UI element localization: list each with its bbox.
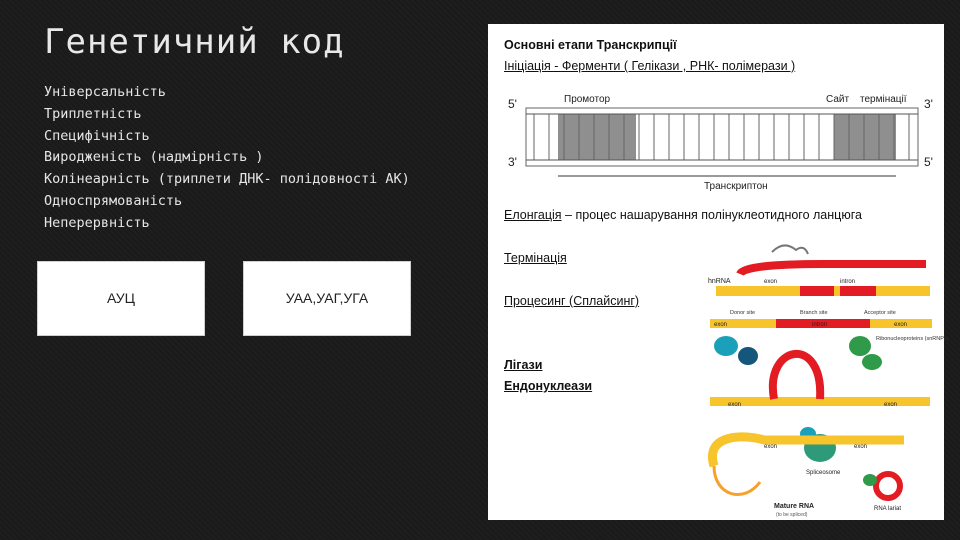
- panel-heading: Основні етапи Транскрипції: [504, 38, 677, 52]
- stop-codons-box: [243, 261, 411, 336]
- initiation-text: Ініціація - Ферменти ( Гелікази , РНК- полімерази ): [504, 59, 796, 73]
- exon-label-4: exon: [884, 402, 898, 408]
- elongation-description: – процес нашарування полінуклеотидного ланцюга: [561, 208, 862, 222]
- exon-label-2: exon: [894, 322, 908, 328]
- rna-lariat-icon: [876, 474, 900, 498]
- exon-label-3: exon: [728, 402, 742, 408]
- dna-double-strand: [526, 108, 918, 166]
- exon-label-5: exon: [764, 444, 778, 450]
- hnrna-label: hnRNA: [708, 278, 731, 285]
- start-codon-text: АУЦ: [107, 290, 135, 306]
- rnp-label: Ribonucleoproteins (snRNPs): [876, 336, 949, 342]
- slide-title: Генетичний код: [44, 22, 345, 62]
- spliceosome-label: Spliceosome: [806, 470, 841, 476]
- property-item: Триплетність: [44, 105, 142, 122]
- exon-label-top: exon: [764, 279, 778, 285]
- mature-rna-label: Mature RNA: [774, 503, 815, 510]
- branch-site-label: Branch site: [800, 310, 828, 316]
- donor-site-label: Donor site: [730, 310, 756, 316]
- termination-text: Термінація: [504, 251, 567, 265]
- property-item: Неперервність: [44, 214, 150, 231]
- intron-label-1: intron: [812, 322, 828, 328]
- snrnp-icon: [714, 336, 738, 356]
- property-item: Виродженість (надмірність ): [44, 149, 264, 166]
- intron-loop: [773, 354, 820, 399]
- dna-3prime-bottom: 3': [508, 155, 517, 169]
- splicing-diagram: [704, 234, 949, 518]
- property-item: Колінеарність (триплети ДНК- полідовності АК): [44, 171, 410, 188]
- dna-3prime-top: 3': [924, 97, 933, 111]
- mature-rna-sub: (to be spliced): [776, 512, 808, 518]
- transcript-label: Транскриптон: [704, 181, 768, 192]
- site-label: Сайт: [826, 94, 850, 105]
- transcripton-diagram: [504, 88, 944, 194]
- elongation-text: [504, 208, 862, 222]
- dna-5prime-bottom: 5': [924, 155, 933, 169]
- start-codon-box: [37, 261, 205, 336]
- ligases-text: Лігази: [504, 358, 543, 372]
- endonucleases-text: Ендонуклеази: [504, 379, 593, 393]
- property-item: Універсальність: [44, 84, 166, 100]
- dna-5prime-top: 5': [508, 97, 517, 111]
- stop-codons-text: УАА,УАГ,УГА: [285, 290, 369, 306]
- transcription-panel: [488, 24, 949, 520]
- exon-label-6: exon: [854, 444, 868, 450]
- exon-label-1: exon: [714, 322, 728, 328]
- acceptor-site-label: Acceptor site: [864, 310, 896, 316]
- pre-mrna-strand: [740, 264, 926, 274]
- promoter-label: Промотор: [564, 94, 611, 105]
- elongation-term: Елонгація: [504, 208, 562, 222]
- termination-label: термінації: [860, 94, 907, 105]
- properties-list: [44, 82, 410, 235]
- rna-lariat-label: RNA lariat: [874, 506, 902, 512]
- intron-label-top: intron: [840, 279, 856, 285]
- property-item: Односпрямованість: [44, 192, 183, 209]
- dna-helix-icon: [772, 245, 808, 254]
- property-item: Специфічність: [44, 127, 150, 144]
- processing-text: Процесинг (Сплайсинг): [504, 294, 640, 308]
